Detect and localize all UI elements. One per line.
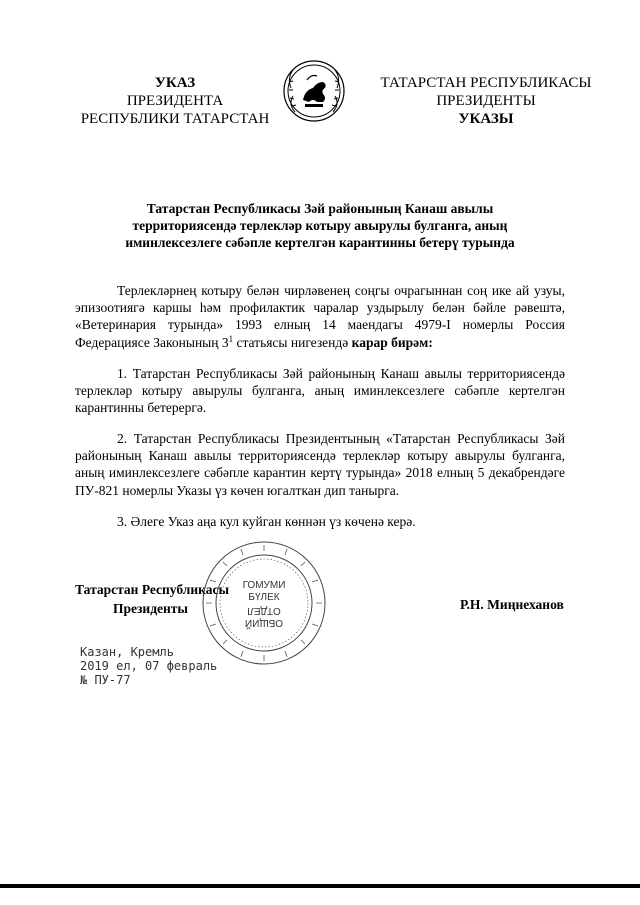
stamp-line1: ГОМУМИ	[242, 580, 286, 591]
date: 2019 ел, 07 февраль	[80, 659, 218, 673]
title-line2: территориясендә терлекләр котыру авырулы булганга, аның	[132, 218, 508, 233]
header-right-line1: ТАТАРСТАН РЕСПУБЛИКАСЫ	[380, 75, 592, 91]
signatory-line2: Президенты	[113, 601, 188, 616]
stamp-line3: ОТДЕЛ	[247, 605, 281, 616]
place-date-number	[80, 645, 217, 687]
signatory-name: Р.Н. Миңнеханов	[460, 597, 564, 612]
decree-number: № ПУ-77	[80, 673, 131, 687]
stamp-line2: БҮЛЕК	[248, 592, 280, 603]
header-right-line3: УКАЗЫ	[458, 111, 514, 127]
title-line3: иминлексезлеге сәбәпле кертелгән карантинны бетерү турында	[125, 235, 515, 250]
header-left-line3: РЕСПУБЛИКИ ТАТАРСТАН	[80, 111, 270, 127]
decree-title	[90, 200, 550, 251]
clause-2: 2. Татарстан Республикасы Президентының «Татарстан Республикасы Зәй районының Канаш авылы территориясендә терлекләр котыру авырулы булганга, аның иминлексезлеге сәбәпле карантин кертү турында» 2018 елның 5 декабрендәге ПУ-821 номерлы Указы үз көчен югалткан дип танырга.	[75, 431, 565, 498]
header-russian	[75, 74, 275, 128]
scan-bottom-edge	[0, 884, 640, 888]
title-line1: Татарстан Республикасы Зәй районының Канаш авылы	[146, 201, 494, 216]
clause-3: 3. Әлеге Указ аңа кул куйган көннән үз көченә керә.	[117, 514, 416, 529]
header-tatar	[372, 74, 600, 128]
preamble-text: Терлекләрнең котыру белән чирләвенең соңгы очрагыннан соң ике ай узуы, эпизоотиягә каршы һәм профилактик чаралар уздырылу белән бәйле рәвештә, «Ветеринария турында» 1993 елның 14 маендагы 4979-I номерлы Россия Федерациясе Законының 3	[75, 283, 565, 350]
preamble-text-after: статьясы нигезендә	[233, 334, 352, 350]
tatarstan-coat-of-arms-icon	[283, 60, 345, 122]
clause-1: 1. Татарстан Республикасы Зәй районының Канаш авылы территориясендә терлекләр котыру авырулы булганга, аның иминлексезлеге сәбәпле кертелгән карантинны бетерергә.	[75, 366, 565, 416]
stamp-line4: ОБЩИЙ	[244, 617, 284, 628]
signatory-line1: Татарстан Республикасы	[75, 582, 230, 597]
official-stamp	[201, 540, 327, 666]
article-superscript: 1	[228, 333, 234, 344]
place: Казан, Кремль	[80, 645, 174, 659]
header-left-line2: ПРЕЗИДЕНТА	[126, 93, 224, 109]
decision-phrase: карар бирәм:	[351, 334, 433, 350]
header-right-line2: ПРЕЗИДЕНТЫ	[436, 93, 536, 109]
header-left-line1: УКАЗ	[154, 75, 196, 91]
preamble-paragraph	[75, 282, 565, 351]
